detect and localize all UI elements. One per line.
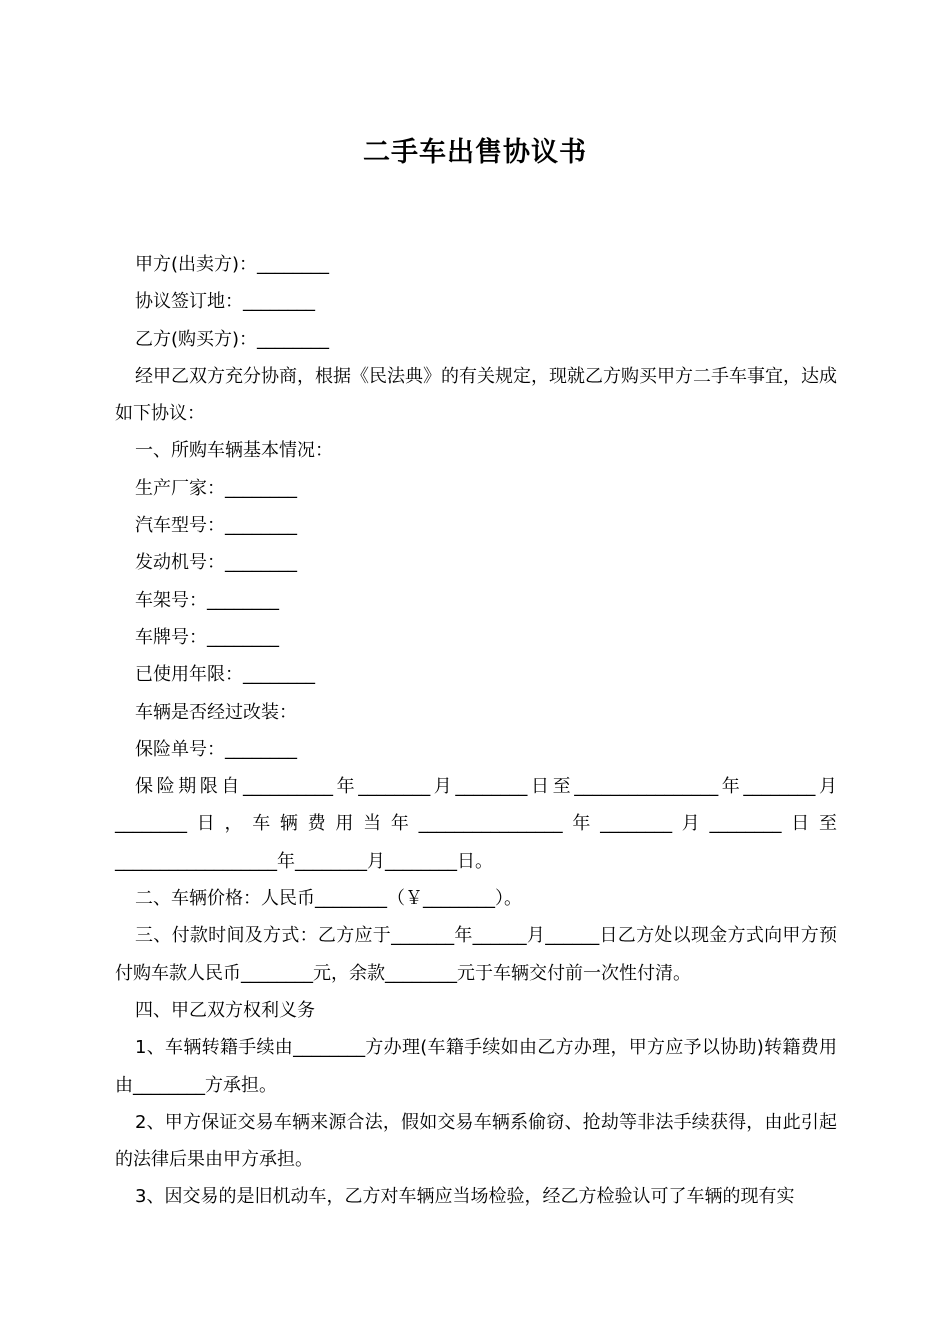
clause-1-paragraph: 1、车辆转籍手续由________方办理(车籍手续如由乙方办理，甲方应予以协助)转籍费用由________方承担。 bbox=[115, 1037, 837, 1096]
years-used-line: 已使用年限：________ bbox=[135, 664, 315, 686]
modification-line: 车辆是否经过改装： bbox=[135, 701, 297, 723]
signing-place-line: 协议签订地：________ bbox=[135, 291, 315, 313]
frame-number-line: 车架号：________ bbox=[135, 589, 279, 611]
party-b-line: 乙方(购买方)：________ bbox=[135, 328, 330, 350]
manufacturer-line: 生产厂家：________ bbox=[135, 477, 297, 499]
clause-3-paragraph: 3、因交易的是旧机动车，乙方对车辆应当场检验，经乙方检验认可了车辆的现有实 bbox=[135, 1186, 795, 1208]
preamble-paragraph: 经甲乙双方充分协商，根据《民法典》的有关规定，现就乙方购买甲方二手车事宜，达成如下协议： bbox=[115, 365, 837, 425]
section-3-payment: 三、付款时间及方式：乙方应于_______年______月______日乙方处以现金方式向甲方预付购车款人民币________元，余款________元于车辆交付前一次性付清。 bbox=[115, 925, 837, 984]
insurance-number-line: 保险单号：________ bbox=[135, 738, 297, 760]
party-a-line: 甲方(出卖方)：________ bbox=[135, 254, 330, 275]
section-1-heading: 一、所购车辆基本情况： bbox=[135, 440, 333, 462]
engine-number-line: 发动机号：________ bbox=[135, 552, 297, 574]
section-2-price: 二、车辆价格：人民币________（￥________）。 bbox=[135, 888, 522, 910]
document-body bbox=[115, 246, 837, 1216]
plate-number-line: 车牌号：________ bbox=[135, 626, 279, 648]
document-title: 二手车出售协议书 bbox=[363, 137, 587, 168]
insurance-period-paragraph: 保险期限自__________年________月________日至________________年________月________日，车辆费用当年________________年________月________日至__________________年________月________日。 bbox=[115, 776, 837, 872]
section-4-heading: 四、甲乙双方权利义务 bbox=[135, 999, 315, 1021]
model-line: 汽车型号：________ bbox=[135, 515, 297, 537]
clause-2-paragraph: 2、甲方保证交易车辆来源合法，假如交易车辆系偷窃、抢劫等非法手续获得，由此引起的法律后果由甲方承担。 bbox=[115, 1111, 837, 1171]
